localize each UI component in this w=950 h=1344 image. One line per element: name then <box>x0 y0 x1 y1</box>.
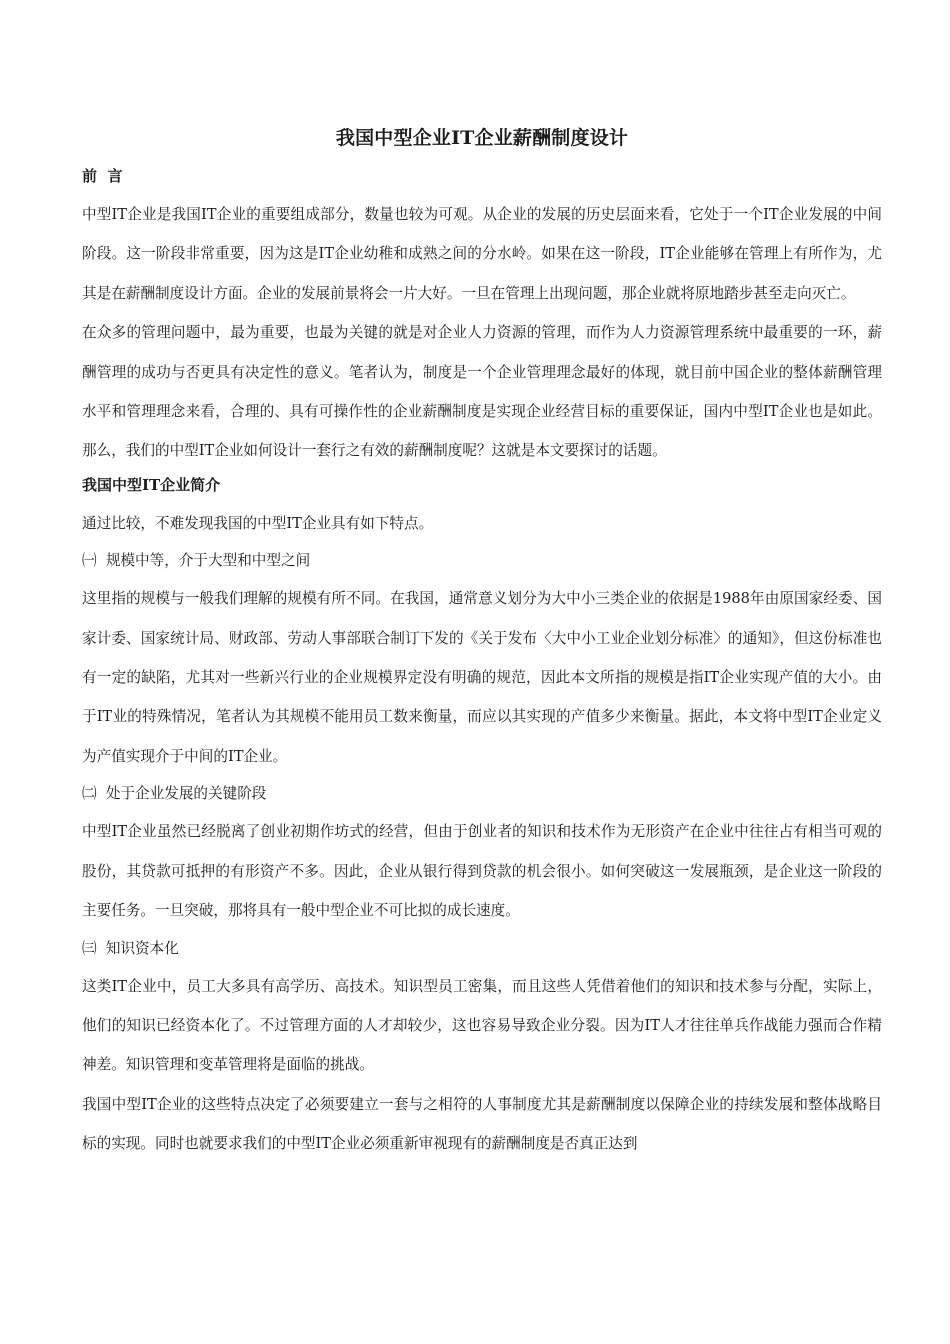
document-body <box>82 162 882 1164</box>
item-1-text: 这里指的规模与一般我们理解的规模有所不同。在我国，通常意义划分为大中小三类企业的依据是1988年由原国家经委、国家计委、国家统计局、财政部、劳动人事部联合制订下发的《关于发布〈大中小工业企业划分标准〉的通知》，但这份标准也有一定的缺陷，尤其对一些新兴行业的企业规模界定没有明确的规范，因此本文所指的规模是指IT企业实现产值的大小。由于IT业的特殊情况，笔者认为其规模不能用员工数来衡量，而应以其实现的产值多少来衡量。据此，本文将中型IT企业定义为产值实现介于中间的IT企业。 <box>82 590 882 765</box>
item-1-title: ㈠ 规模中等，介于大型和中型之间 <box>82 552 311 570</box>
document-title: 我国中型企业IT企业薪酬制度设计 <box>335 127 629 149</box>
section-heading: 我国中型IT企业简介 <box>82 475 221 494</box>
item-3-text: 这类IT企业中，员工大多具有高学历、高技术。知识型员工密集，而且这些人凭借着他们的知识和技术参与分配，实际上，他们的知识已经资本化了。不过管理方面的人才却较少，这也容易导致企业分裂。因为IT人才往往单兵作战能力强而合作精神差。知识管理和变革管理将是面临的挑战。 <box>82 977 882 1074</box>
item-3-title: ㈢ 知识资本化 <box>82 939 179 957</box>
section-intro: 通过比较，不难发现我国的中型IT企业具有如下特点。 <box>82 514 434 532</box>
preface-paragraph-2: 在众多的管理问题中，最为重要，也最为关键的就是对企业人力资源的管理，而作为人力资源管理系统中最重要的一环，薪酬管理的成功与否更具有决定性的意义。笔者认为，制度是一个企业管理理念最好的体现，就目前中国企业的整体薪酬管理水平和管理理念来看，合理的、具有可操作性的企业薪酬制度是实现企业经营目标的重要保证，国内中型IT企业也是如此。那么，我们的中型IT企业如何设计一套行之有效的薪酬制度呢？这就是本文要探讨的话题。 <box>82 324 882 460</box>
closing-paragraph: 我国中型IT企业的这些特点决定了必须要建立一套与之相符的人事制度尤其是薪酬制度以保障企业的持续发展和整体战略目标的实现。同时也就要求我们的中型IT企业必须重新审视现有的薪酬制度是否真正达到 <box>82 1095 882 1153</box>
preface-heading: 前 言 <box>82 167 123 185</box>
preface-paragraph-1: 中型IT企业是我国IT企业的重要组成部分，数量也较为可观。从企业的发展的历史层面来看，它处于一个IT企业发展的中间阶段。这一阶段非常重要，因为这是IT企业幼稚和成熟之间的分水岭。如果在这一阶段，IT企业能够在管理上有所作为，尤其是在薪酬制度设计方面。企业的发展前景将会一片大好。一旦在管理上出现问题，那企业就将原地踏步甚至走向灭亡。 <box>82 206 882 302</box>
item-2-text: 中型IT企业虽然已经脱离了创业初期作坊式的经营，但由于创业者的知识和技术作为无形资产在企业中往往占有相当可观的股份，其贷款可抵押的有形资产不多。因此，企业从银行得到贷款的机会很小。如何突破这一发展瓶颈，是企业这一阶段的主要任务。一旦突破，那将具有一般中型企业不可比拟的成长速度。 <box>82 823 882 920</box>
item-2-title: ㈡ 处于企业发展的关键阶段 <box>82 785 267 803</box>
